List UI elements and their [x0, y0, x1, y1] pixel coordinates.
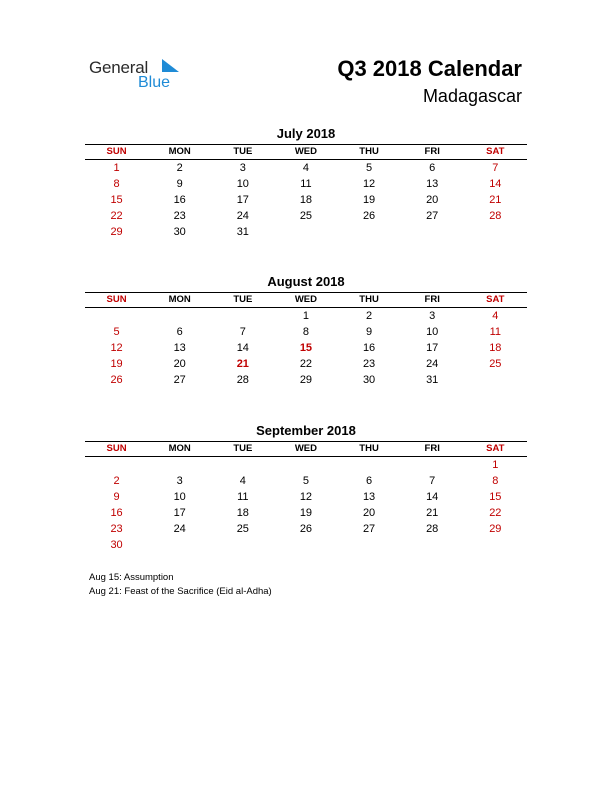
day-cell: [148, 457, 211, 473]
week-row: [85, 160, 527, 176]
day-cell: 15: [489, 491, 502, 503]
logo-general-text: General: [89, 58, 149, 77]
day-cell: 22: [489, 507, 502, 519]
day-cell: 30: [173, 226, 186, 238]
weekday-header: TUE: [233, 294, 253, 305]
day-cell: 7: [239, 326, 246, 338]
weekday-header: SAT: [486, 146, 505, 157]
month-september: [85, 422, 527, 553]
week-row: [85, 372, 527, 388]
week-row: [85, 356, 527, 372]
day-cell: 10: [236, 178, 249, 190]
day-cell: 11: [300, 178, 312, 190]
day-cell: 16: [173, 194, 186, 206]
day-cell: 27: [173, 374, 186, 386]
day-cell: 3: [176, 475, 183, 487]
day-cell: [211, 537, 274, 553]
day-cell: 16: [110, 507, 123, 519]
day-cell: 17: [173, 507, 186, 519]
day-cell: [464, 537, 527, 553]
weekday-header: THU: [359, 294, 379, 305]
day-cell: 5: [302, 475, 309, 487]
day-cell: 3: [429, 310, 436, 322]
day-cell: 6: [429, 162, 436, 174]
day-cell: 10: [173, 491, 186, 503]
day-cell: 28: [489, 210, 502, 222]
day-cell: 25: [299, 210, 313, 222]
day-cell: 1: [113, 162, 120, 174]
day-cell: 25: [489, 358, 502, 370]
day-cell: 23: [362, 358, 376, 370]
day-cell: 29: [299, 374, 313, 386]
day-cell: [211, 308, 274, 324]
day-cell: 19: [110, 358, 123, 370]
page-subtitle: Madagascar: [422, 86, 522, 106]
day-cell: 22: [299, 358, 313, 370]
day-cell: 29: [489, 523, 502, 535]
day-cell: [338, 457, 401, 473]
week-row: [85, 308, 527, 324]
day-cell: [401, 224, 464, 240]
day-cell: 12: [110, 342, 123, 354]
day-cell: 2: [366, 310, 373, 322]
weekday-header: SAT: [486, 294, 505, 305]
holiday-note: Aug 21: Feast of the Sacrifice (Eid al-Adha): [89, 586, 272, 597]
day-cell: [211, 457, 274, 473]
logo: [89, 56, 199, 96]
week-row: [85, 208, 527, 224]
day-cell: [274, 457, 337, 473]
day-cell: 22: [110, 210, 123, 222]
day-cell: 27: [362, 523, 376, 535]
weekday-header: THU: [359, 443, 379, 454]
day-cell: 24: [236, 210, 249, 222]
weekday-header: FRI: [424, 443, 440, 454]
day-cell: 15: [110, 194, 123, 206]
day-cell: [401, 537, 464, 553]
weekday-header: WED: [294, 146, 318, 157]
weekday-header: TUE: [233, 146, 253, 157]
day-cell: 11: [237, 491, 249, 503]
day-cell: 3: [239, 162, 246, 174]
day-cell: [85, 308, 148, 324]
day-cell: 20: [362, 507, 376, 519]
day-cell: 4: [239, 475, 246, 487]
week-row: [85, 505, 527, 521]
month-august: [85, 273, 527, 388]
day-cell: 16: [362, 342, 376, 354]
day-cell: 19: [362, 194, 376, 206]
logo-flag-icon: [162, 59, 179, 72]
day-cell: 6: [366, 475, 373, 487]
day-cell: 2: [176, 162, 183, 174]
month-title: September 2018: [256, 423, 356, 438]
week-row: [85, 521, 527, 537]
weekday-header-row: [85, 144, 527, 160]
holiday-notes: [89, 571, 272, 599]
day-cell: [464, 372, 527, 388]
day-cell: 21: [236, 358, 249, 370]
day-cell: 31: [426, 374, 439, 386]
day-cell: [274, 537, 337, 553]
day-cell: 13: [173, 342, 186, 354]
day-cell: 8: [492, 475, 499, 487]
day-cell: 19: [299, 507, 313, 519]
week-row: [85, 473, 527, 489]
day-cell: 8: [113, 178, 120, 190]
day-cell: 30: [110, 539, 123, 551]
day-cell: 26: [299, 523, 313, 535]
day-cell: [338, 224, 401, 240]
weekday-header: THU: [359, 146, 379, 157]
day-cell: 27: [426, 210, 439, 222]
week-row: [85, 340, 527, 356]
day-cell: 28: [236, 374, 249, 386]
week-row: [85, 489, 527, 505]
week-row: [85, 324, 527, 340]
week-row: [85, 176, 527, 192]
day-cell: 4: [492, 310, 499, 322]
day-cell: 20: [173, 358, 186, 370]
day-cell: 12: [362, 178, 376, 190]
day-cell: 18: [299, 194, 313, 206]
day-cell: 13: [426, 178, 439, 190]
day-cell: 5: [113, 326, 120, 338]
day-cell: 10: [426, 326, 439, 338]
day-cell: 14: [426, 491, 439, 503]
day-cell: 17: [236, 194, 249, 206]
day-cell: 7: [492, 162, 499, 174]
weekday-header: SUN: [106, 443, 127, 454]
day-cell: [464, 224, 527, 240]
day-cell: 15: [299, 342, 313, 354]
day-cell: [148, 308, 211, 324]
weekday-header: TUE: [233, 443, 253, 454]
day-cell: 5: [366, 162, 373, 174]
weekday-header: WED: [294, 294, 318, 305]
day-cell: 26: [362, 210, 376, 222]
day-cell: 26: [110, 374, 123, 386]
day-cell: [85, 457, 148, 473]
weekday-header: SUN: [106, 146, 127, 157]
week-row: [85, 537, 527, 553]
day-cell: 12: [299, 491, 313, 503]
weekday-header-row: [85, 441, 527, 457]
day-cell: 2: [113, 475, 120, 487]
day-cell: 7: [429, 475, 436, 487]
day-cell: [274, 224, 337, 240]
day-cell: 1: [492, 459, 499, 471]
day-cell: 23: [173, 210, 186, 222]
weekday-header: SAT: [486, 443, 505, 454]
weekday-header: MON: [168, 443, 191, 454]
day-cell: 31: [236, 226, 249, 238]
week-row: [85, 224, 527, 240]
day-cell: 20: [426, 194, 439, 206]
week-row: [85, 192, 527, 208]
weekday-header: SUN: [106, 294, 127, 305]
day-cell: 21: [489, 194, 502, 206]
day-cell: 1: [302, 310, 309, 322]
day-cell: 13: [362, 491, 376, 503]
day-cell: 29: [110, 226, 123, 238]
day-cell: 30: [362, 374, 376, 386]
page-title: Q3 2018 Calendar: [337, 56, 522, 81]
day-cell: 9: [176, 178, 183, 190]
day-cell: 23: [110, 523, 123, 535]
logo-blue-text: Blue: [138, 74, 171, 91]
day-cell: 17: [426, 342, 439, 354]
day-cell: [338, 537, 401, 553]
weekday-header: WED: [294, 443, 318, 454]
weekday-header: MON: [168, 146, 191, 157]
day-cell: 28: [426, 523, 439, 535]
weekday-header: FRI: [424, 146, 440, 157]
holiday-note: Aug 15: Assumption: [89, 572, 174, 583]
day-cell: 24: [173, 523, 186, 535]
day-cell: [148, 537, 211, 553]
day-cell: 14: [489, 178, 502, 190]
month-title: July 2018: [276, 126, 336, 141]
weekday-header-row: [85, 292, 527, 308]
day-cell: 14: [236, 342, 249, 354]
day-cell: 25: [236, 523, 249, 535]
day-cell: 4: [302, 162, 309, 174]
day-cell: 9: [113, 491, 120, 503]
day-cell: 9: [366, 326, 373, 338]
day-cell: 24: [426, 358, 439, 370]
day-cell: 18: [489, 342, 502, 354]
month-july: [85, 125, 527, 240]
month-title: August 2018: [267, 274, 345, 289]
day-cell: 6: [176, 326, 183, 338]
day-cell: 11: [489, 326, 502, 338]
week-row: [85, 457, 527, 473]
day-cell: 8: [302, 326, 309, 338]
day-cell: [401, 457, 464, 473]
day-cell: 18: [236, 507, 249, 519]
day-cell: 21: [426, 507, 439, 519]
weekday-header: MON: [168, 294, 191, 305]
weekday-header: FRI: [424, 294, 440, 305]
